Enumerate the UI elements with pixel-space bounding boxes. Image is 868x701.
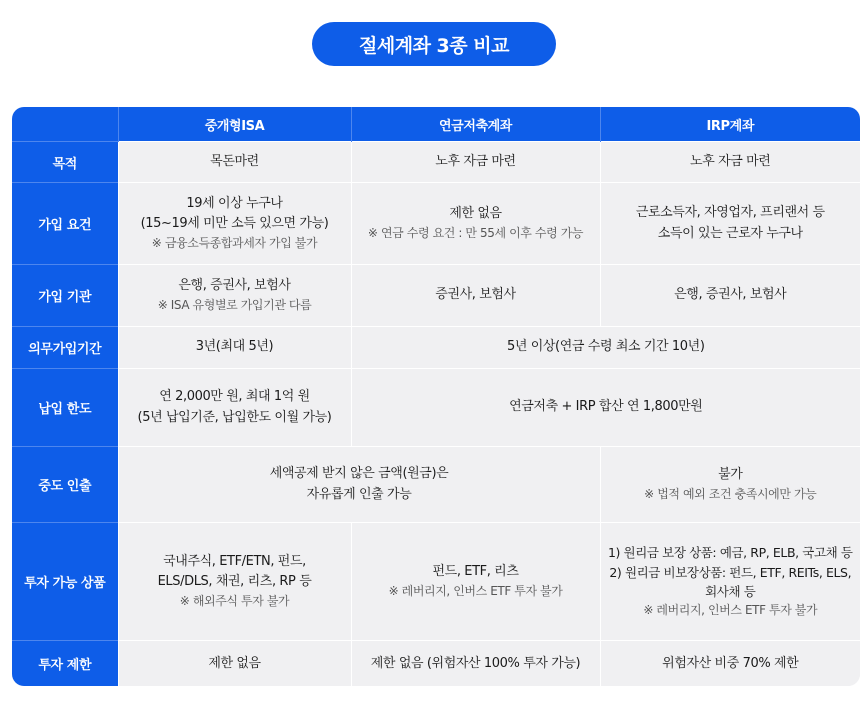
cell-note: ※ 레버리지, 인버스 ETF 투자 불가: [643, 603, 818, 618]
row-institution: [12, 265, 860, 327]
cell-pension: [351, 183, 600, 265]
row-restriction: [12, 641, 860, 687]
cell-line: 국내주식, ETF/ETN, 펀드,: [163, 554, 306, 570]
cell-line: 자유롭게 인출 가능: [306, 486, 412, 502]
cell-note: ※ 금융소득종합과세자 가입 불가: [151, 236, 318, 251]
row-mandatory-period: [12, 327, 860, 369]
cell-line: ELS/DLS, 채권, 리츠, RP 등: [157, 574, 312, 590]
cell-line: (5년 납입기준, 납입한도 이월 가능): [137, 409, 332, 425]
row-withdrawal: [12, 447, 860, 523]
row-limit: [12, 369, 860, 447]
cell-pension: 제한 없음 (위험자산 100% 투자 가능): [351, 641, 600, 687]
row-label: 목적: [12, 142, 118, 183]
row-label: 납입 한도: [12, 369, 118, 447]
cell-irp: [600, 183, 860, 265]
cell-irp: 은행, 증권사, 보험사: [600, 265, 860, 327]
cell-line: 1) 원리금 보장 상품: 예금, RP, ELB, 국고채 등: [607, 545, 853, 561]
cell-line: (15~19세 미만 소득 있으면 가능): [140, 216, 329, 232]
cell-pension: 노후 자금 마련: [351, 142, 600, 183]
cell-pension: [351, 523, 600, 641]
row-label: 중도 인출: [12, 447, 118, 523]
cell-irp: 위험자산 비중 70% 제한: [600, 641, 860, 687]
cell-isa: [118, 369, 351, 447]
cell-irp: 노후 자금 마련: [600, 142, 860, 183]
cell-line: 19세 이상 누구나: [186, 196, 283, 212]
cell-note: ※ 레버리지, 인버스 ETF 투자 불가: [388, 584, 563, 599]
cell-isa: [118, 183, 351, 265]
row-label: 가입 기관: [12, 265, 118, 327]
cell-note: ※ 법적 예외 조건 충족시에만 가능: [644, 487, 817, 502]
cell-line: 제한 없음: [449, 206, 502, 222]
header-pension: 연금저축계좌: [351, 107, 600, 142]
row-eligibility: [12, 183, 860, 265]
row-products: [12, 523, 860, 641]
row-label: 의무가입기간: [12, 327, 118, 369]
cell-line: 불가: [718, 467, 743, 483]
cell-line: 은행, 증권사, 보험사: [178, 278, 291, 294]
cell-isa: 제한 없음: [118, 641, 351, 687]
cell-line: 연 2,000만 원, 최대 1억 원: [159, 389, 310, 405]
cell-note: ※ 해외주식 투자 불가: [179, 594, 290, 609]
cell-pension-irp: 5년 이상(연금 수령 최소 기간 10년): [351, 327, 860, 369]
cell-line: 소득이 있는 근로자 누구나: [657, 225, 803, 241]
cell-line: 펀드, ETF, 리츠: [432, 564, 519, 580]
cell-pension-irp: 연금저축 + IRP 합산 연 1,800만원: [351, 369, 860, 447]
cell-pension: 증권사, 보험사: [351, 265, 600, 327]
cell-isa: 3년(최대 5년): [118, 327, 351, 369]
comparison-table: [12, 107, 860, 686]
row-purpose: [12, 142, 860, 183]
cell-irp: [600, 523, 860, 641]
cell-line: 회사채 등: [705, 583, 756, 599]
row-label: 투자 제한: [12, 641, 118, 687]
cell-isa-pension: [118, 447, 600, 523]
cell-note: ※ ISA 유형별로 가입기관 다름: [157, 298, 312, 313]
cell-isa: [118, 265, 351, 327]
cell-line: 근로소득자, 자영업자, 프리랜서 등: [635, 205, 825, 221]
cell-line: 2) 원리금 비보장상품: 펀드, ETF, REITs, ELS,: [609, 564, 852, 580]
page-title: 절세계좌 3종 비교: [312, 22, 556, 66]
header-corner: [12, 107, 118, 142]
row-label: 투자 가능 상품: [12, 523, 118, 641]
cell-line: 세액공제 받지 않은 금액(원금)은: [269, 466, 449, 482]
cell-isa: [118, 523, 351, 641]
header-isa: 중개형ISA: [118, 107, 351, 142]
cell-irp: [600, 447, 860, 523]
header-row: [12, 107, 860, 142]
header-irp: IRP계좌: [600, 107, 860, 142]
cell-isa: 목돈마련: [118, 142, 351, 183]
row-label: 가입 요건: [12, 183, 118, 265]
cell-note: ※ 연금 수령 요건 : 만 55세 이후 수령 가능: [367, 226, 584, 241]
